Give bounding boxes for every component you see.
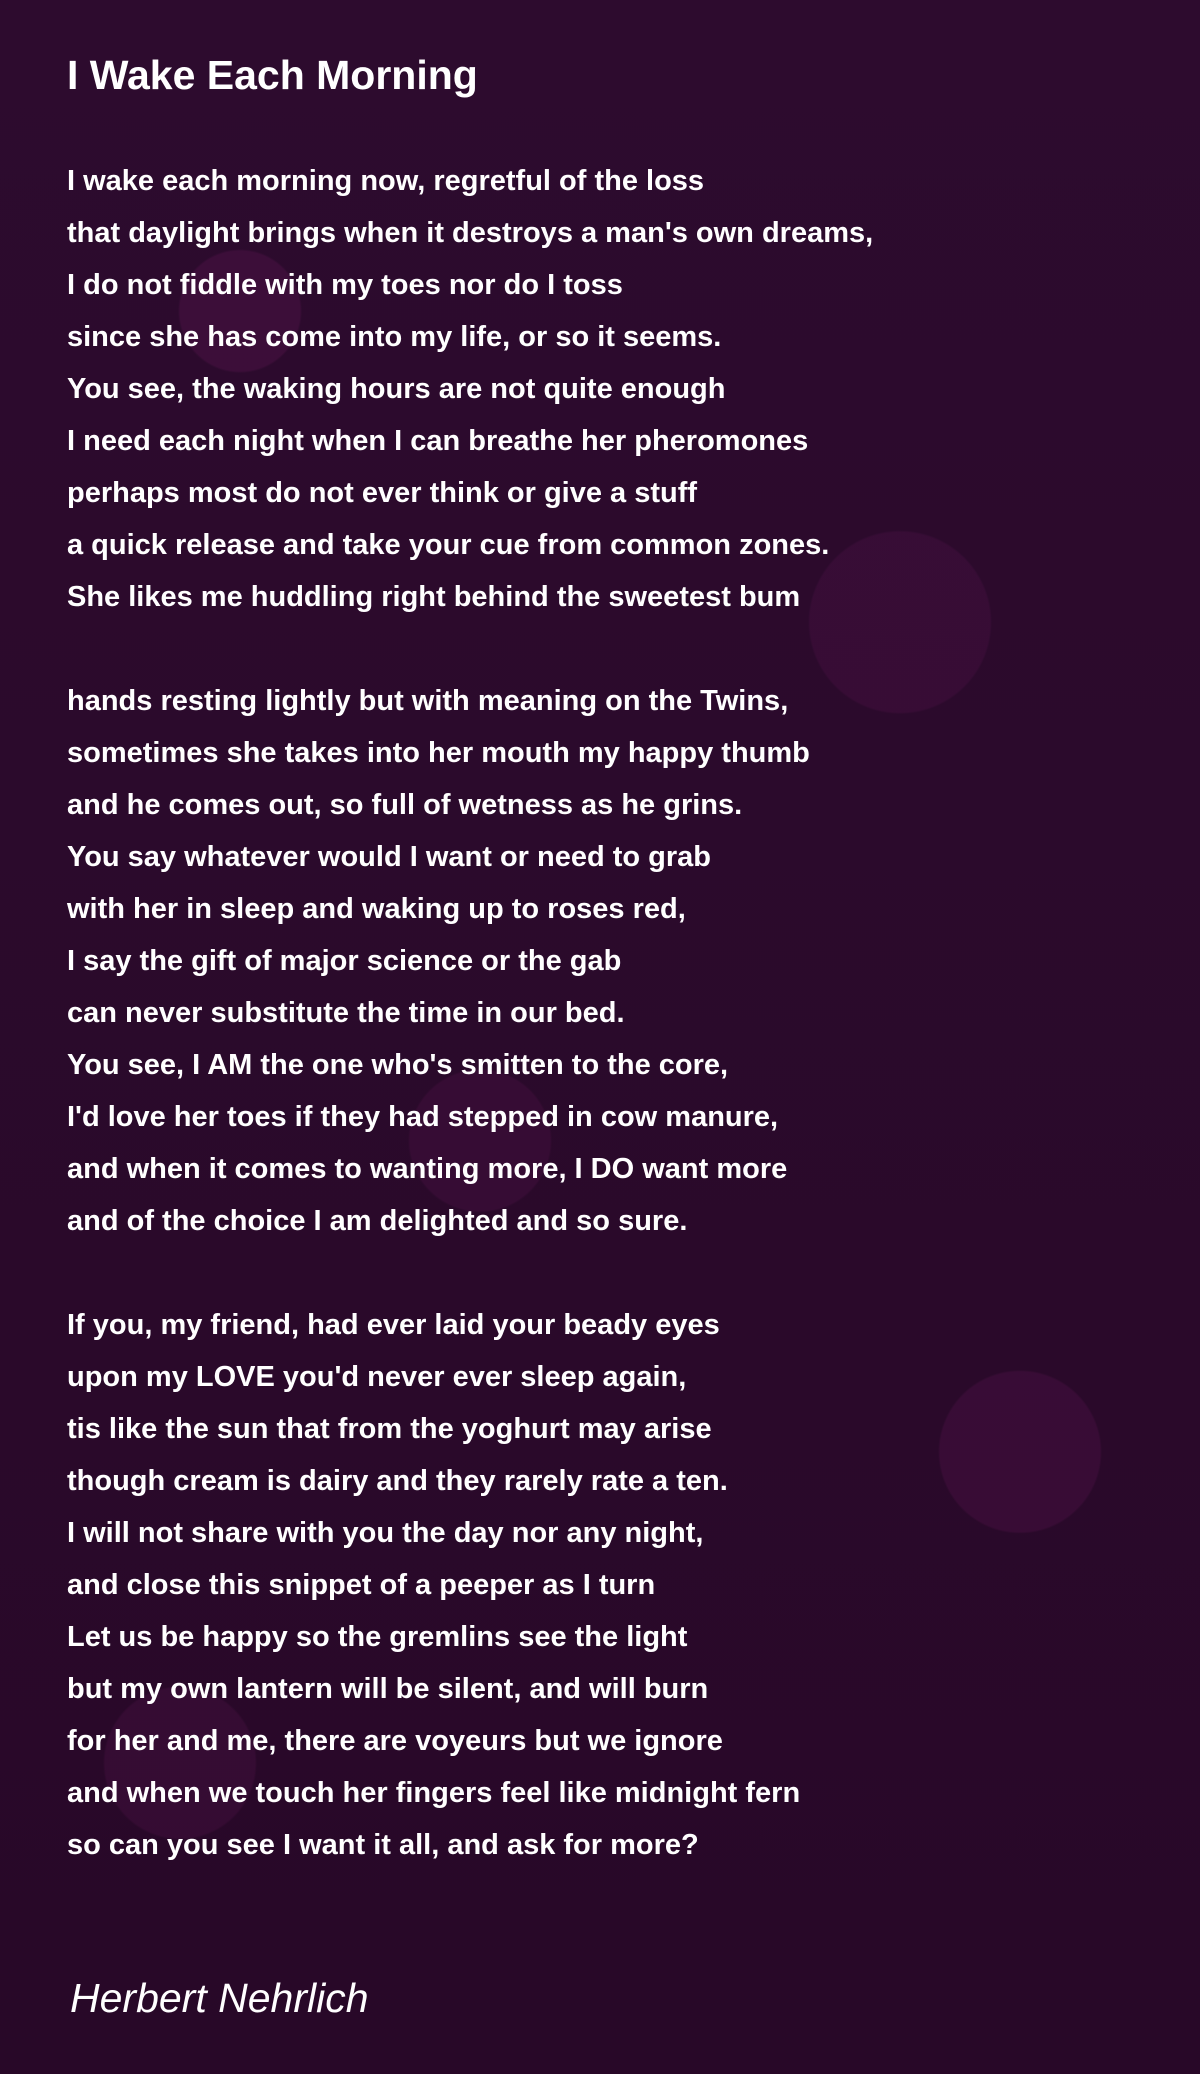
poem-line: You see, the waking hours are not quite enough [67, 373, 726, 405]
poem-line: Let us be happy so the gremlins see the light [67, 1621, 688, 1653]
stanza [67, 155, 873, 623]
poem-line: perhaps most do not ever think or give a stuff [67, 477, 698, 509]
poem-line: sometimes she takes into her mouth my happy thumb [67, 737, 810, 769]
poem-line: You say whatever would I want or need to grab [67, 841, 712, 873]
poem-line: I'd love her toes if they had stepped in cow manure, [67, 1101, 779, 1133]
poem-line: and of the choice I am delighted and so sure. [67, 1205, 688, 1237]
poem-title: I Wake Each Morning [67, 52, 478, 98]
poem-line: though cream is dairy and they rarely rate a ten. [67, 1465, 728, 1497]
stanza [67, 675, 873, 1247]
poem-body [67, 155, 873, 1923]
poem-line: If you, my friend, had ever laid your beady eyes [67, 1309, 720, 1341]
author-name: Herbert Nehrlich [70, 1975, 369, 2021]
poem-line: I will not share with you the day nor any night, [67, 1517, 704, 1549]
poem-line: I wake each morning now, regretful of the loss [67, 165, 705, 197]
poem-line: so can you see I want it all, and ask for more? [67, 1829, 699, 1861]
poem-line: since she has come into my life, or so it seems. [67, 321, 722, 353]
poem-line: She likes me huddling right behind the sweetest bum [67, 581, 801, 613]
poem-line: and close this snippet of a peeper as I turn [67, 1569, 656, 1601]
poem-line: but my own lantern will be silent, and will burn [67, 1673, 709, 1705]
poem-line: with her in sleep and waking up to roses red, [67, 893, 686, 925]
poem-line: and when it comes to wanting more, I DO want more [67, 1153, 788, 1185]
poem-line: that daylight brings when it destroys a man's own dreams, [67, 217, 874, 249]
poem-line: and he comes out, so full of wetness as he grins. [67, 789, 743, 821]
poem-line: I say the gift of major science or the gab [67, 945, 622, 977]
poem-line: upon my LOVE you'd never ever sleep again, [67, 1361, 687, 1393]
poem-line: I need each night when I can breathe her pheromones [67, 425, 809, 457]
poem-line: and when we touch her fingers feel like midnight fern [67, 1777, 801, 1809]
poem-line: I do not fiddle with my toes nor do I toss [67, 269, 623, 301]
poem-line: for her and me, there are voyeurs but we ignore [67, 1725, 723, 1757]
poem-line: tis like the sun that from the yoghurt may arise [67, 1413, 712, 1445]
stanza [67, 1299, 873, 1871]
poem-line: You see, I AM the one who's smitten to the core, [67, 1049, 729, 1081]
poem-line: a quick release and take your cue from common zones. [67, 529, 830, 561]
poem-line: hands resting lightly but with meaning on the Twins, [67, 685, 789, 717]
poem-line: can never substitute the time in our bed. [67, 997, 625, 1029]
